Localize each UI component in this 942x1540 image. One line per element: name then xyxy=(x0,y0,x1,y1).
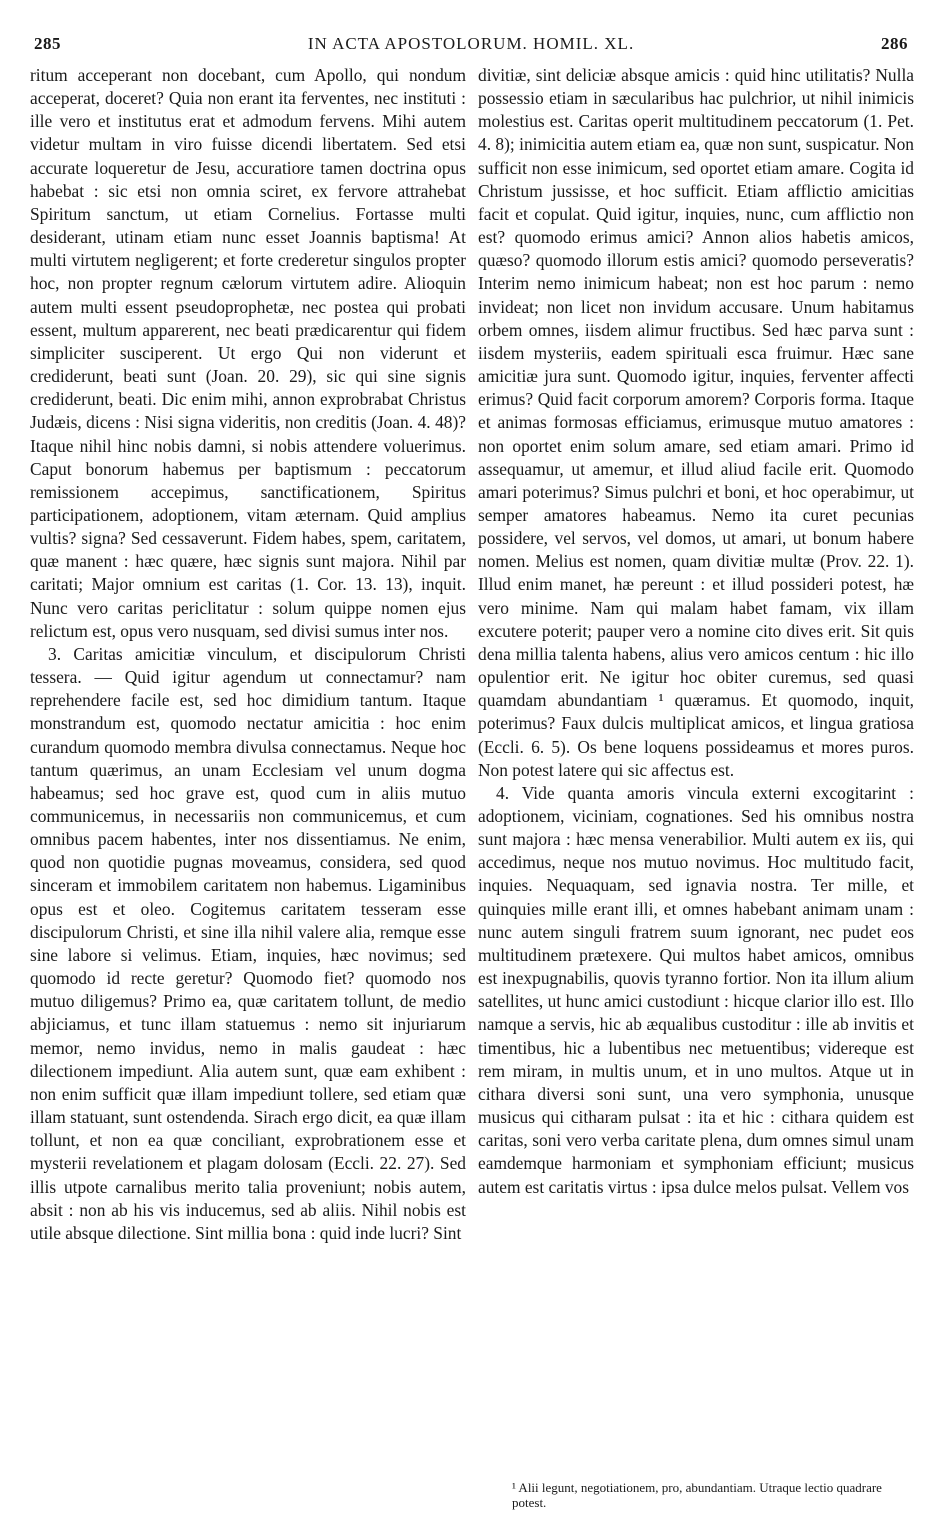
running-title: IN ACTA APOSTOLORUM. HOMIL. XL. xyxy=(307,34,635,53)
paragraph: divitiæ, sint deliciæ absque amicis : quid hinc utilitatis? Nulla possessio etiam in sæcularibus hac pulchrior, ut nihil inimicis molestius est. Caritas operit multitudinem peccatorum (1. Pet. 4. 8); inimicitia autem etiam ea, quæ non sunt, suspicatur. Non sufficit non esse inimicum, sed oportet etiam amare. Cogita id Christum jussisse, et hoc sufficit. Etiam afflictio amicitias facit et copulat. Quid igitur, inquies, nunc, cum afflictio non est? quomodo erimus amici? Annon alios habetis amicos, quæso? quomodo illorum estis amici? quomodo perseveratis? Interim nemo inimicum habeat; non est hoc parum : nemo invideat; non licet non invidum accusare. Unum habitamus orbem omnes, iisdem alimur fructibus. Sed hæc parva sunt : iisdem mysteriis, eadem spirituali esca fruimur. Hæc sane amicitiæ jura sunt. Quomodo igitur, inquies, ferventer affecti erimus? Quid facit corporum amorem? Corporis forma. Itaque et animas formosas efficiamus, erimusque mutuo amatores : non oportet enim solum amare, sed etiam amari. Primo id assequamur, ut amemur, et illud aliud facile erit. Quomodo amari poterimus? Simus pulchri et boni, et hoc operabimur, ut semper amatores habeamus. Nemo ita curet pecunias possidere, vel servos, vel domos, ut amari, ut bonum habere nomen. Melius est nomen, quam divitiæ multæ (Prov. 22. 1). Illud enim manet, hæ pereunt : et illud possideri potest, hæ vero minime. Nam qui malam habet famam, vix illam excutere poterit; pauper vero a nomine cito dives erit. Sit quis dena millia talenta habens, alius vero amicos centum : hic illo opulentior erit. Ne igitur hoc obiter curemus, sed quasi quamdam abundantiam ¹ quæramus. Et quomodo, inquit, poterimus? Faux dulcis multiplicat amicos, et lingua gratiosa (Eccli. 6. 5). Os bene loquens possideamus et mores puros. Non potest latere qui sic affectus est. xyxy=(478,65,914,780)
left-column xyxy=(30,64,466,1484)
footnote xyxy=(478,1480,898,1510)
paragraph-section-3: 3. Caritas amicitiæ vinculum, et discipulorum Christi tessera. — Quid igitur agendum ut connectamur? nam reprehendere facile est, sed hoc dimidium tantum. Itaque monstrandum est, quomodo nectatur amicitia : hoc enim curandum quomodo membra divulsa connectamus. Neque hoc tantum quærimus, an unam Ecclesiam vel unum dogma habeamus; sed hoc grave est, quod cum in aliis mutuo communicemus, in necessariis non communicemus, et cum omnibus pacem habentes, inter nos dissentiamus. Ne enim, quod non quotidie pugnas moveamus, considera, sed quod sinceram et immobilem caritatem non habemus. Ligaminibus opus est et oleo. Cogitemus caritatem tesseram esse discipulorum Christi, et sine illa nihil valere alia, remque esse sine labore si velimus. Etiam, inquies, hæc novimus; sed quomodo id recte geretur? Quomodo fiet? quomodo nos mutuo diligemus? Primo ea, quæ caritatem tollunt, de medio abjiciamus, et tunc illam statuemus : nemo sit injuriarum memor, nemo invidus, nemo in malis gaudeat : hæc dilectionem impediunt. Alia autem sunt, quæ eam exhibent : non enim sufficit quæ illam impediunt tollere, sed etiam quæ illam statuant, sunt ostendenda. Sirach ergo dicit, ea quæ illam tollunt, et non ea quæ conciliant, exprobrationem esse et mysterii revelationem et plagam dolosam (Eccli. 22. 27). Sed illis utpote carnalibus merito talia proveniunt; nobis autem, absit : non ab his vis inducemus, sed ab aliis. Nihil nobis est utile absque dilectione. Sint millia bona : quid inde lucri? Sint xyxy=(30,643,466,1243)
page-number-right: 286 xyxy=(881,34,908,53)
footnote-text: ¹ Alii legunt, negotiationem, pro, abundantiam. Utraque lectio quadrare potest. xyxy=(512,1480,882,1510)
right-column xyxy=(478,64,914,1484)
paragraph-section-4: 4. Vide quanta amoris vincula externi excogitarint : adoptionem, viciniam, cognationes. Sed his omnibus nostra sunt majora : hæc mensa venerabilior. Multi autem ex iis, qui accedimus, neque nos mutuo novimus. Hoc multitudo facit, inquies. Nequaquam, sed ignavia nostra. Ter mille, et quinquies mille erant illi, et omnes habebant animam unam : nunc autem singuli fratrem suum ignorant, nec pudet eos multitudinem prætexere. Qui multos habet amicos, omnibus est inexpugnabilis, quovis tyranno fortior. Non ita illum alium satellites, ut hunc amici custodiunt : hicque clarior illo est. Illo namque a servis, hic ab æqualibus custoditur : ille ab invitis et timentibus, hic a lubentibus nec metuentibus; videreque est rem miram, in multis unum, et in uno multos. Atque ut in cithara diversi soni sunt, una vero symphonia, unusque musicus qui citharam pulsat : ita et hic : cithara quidem est caritas, soni vero verba caritate plena, dum omnes simul unam eamdemque harmoniam et symphoniam efficiunt; musicus autem est caritatis virtus : ipsa dulce melos pulsat. Vellem vos xyxy=(478,782,914,1197)
running-header xyxy=(30,34,912,56)
page-number-left: 285 xyxy=(34,34,61,53)
paragraph: ritum acceperant non docebant, cum Apollo, qui nondum acceperat, doceret? Quia non erant ita ferventes, nec instituti : ille vero et institutus erat et admodum fervens. Mihi autem videtur multam in viro fuisse dicendi libertatem. Sed etsi accurate loqueretur de Jesu, accuratiore tamen doctrina opus habebat : sic etsi non omnia sciret, ex fervore attrahebat Spiritum sanctum, ut etiam Cornelius. Fortasse multi desiderant, utinam etiam nunc esset Joannis baptisma! At multi virtutem negligerent; et forte crederetur singulos propter hoc, non propter regnum cælorum virtutem adire. Alioquin autem multi essent pseudoprophetæ, nec postea qui probati essent, multum apparerent, nec beati prædicarentur qui fidem simpliciter susciperent. Ut ergo Qui non viderunt et crediderunt, beati sunt (Joan. 20. 29), sic qui sine signis crediderunt, beati. Dic enim mihi, annon exprobrabat Christus Judæis, dicens : Nisi signa videritis, non creditis (Joan. 4. 48)? Itaque nihil hinc nobis damni, si nobis attendere voluerimus. Caput bonorum habemus per baptismum : peccatorum remissionem accepimus, sanctificationem, Spiritus participationem, adoptionem, vitam æternam. Quid amplius vultis? signa? Sed cessaverunt. Fidem habes, spem, caritatem, quæ manent : hæc quære, hæc signis sunt majora. Nihil par caritati; Major omnium est caritas (1. Cor. 13. 13), inquit. Nunc vero caritas periclitatur : solum quippe nomen ejus relictum est, opus vero nusquam, sed divisi sumus inter nos. xyxy=(30,65,466,641)
